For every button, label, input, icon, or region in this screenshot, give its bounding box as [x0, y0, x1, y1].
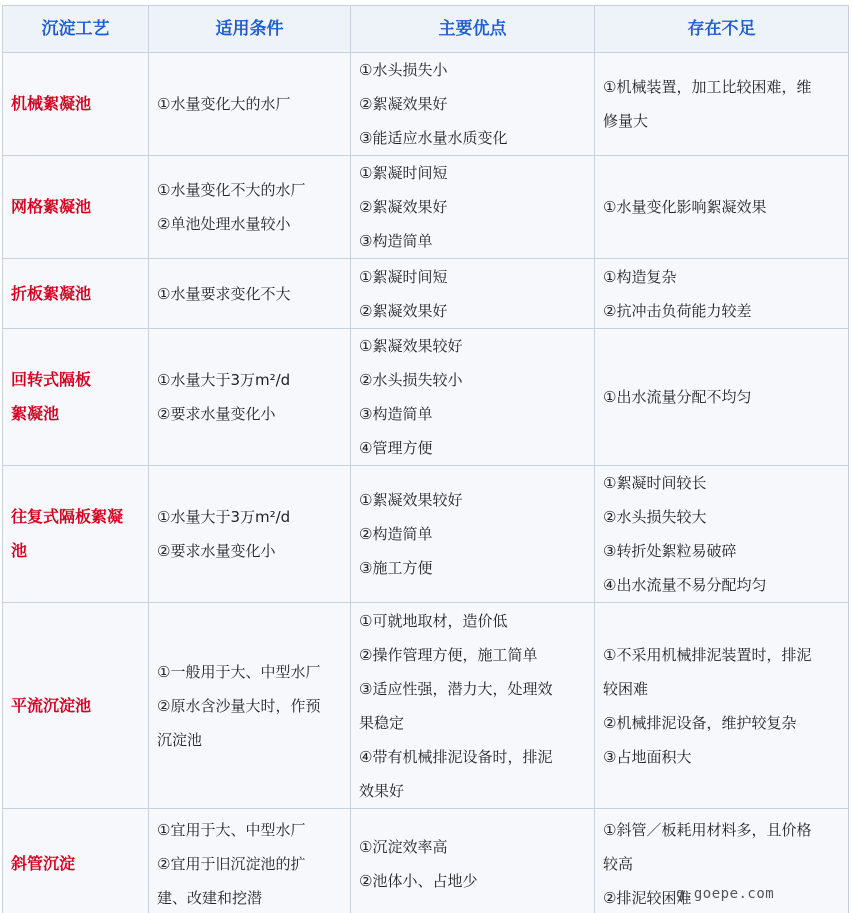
cell-line: ②构造简单: [359, 525, 433, 543]
cell-line: ②水头损失较大: [603, 508, 707, 526]
cell-line: 往复式隔板絮凝: [11, 507, 124, 526]
cell-line: ①水量要求变化不大: [157, 284, 291, 303]
cell-line: ①絮凝时间短: [359, 164, 448, 182]
cell-line: ①水量大于3万m²/d: [157, 371, 291, 389]
conditions-cell: [149, 809, 351, 913]
cell-line: ④带有机械排泥设备时，排泥: [359, 747, 553, 766]
header-conditions: 适用条件: [149, 6, 351, 53]
cell-line: 平流沉淀池: [11, 695, 92, 715]
cell-line: ①水量变化影响絮凝效果: [603, 198, 767, 216]
disadvantages-cell: [595, 603, 849, 809]
cell-line: ②机械排泥设备，维护较复杂: [603, 713, 797, 732]
cell-line: ①一般用于大、中型水厂: [157, 662, 321, 681]
table-row: [3, 466, 849, 603]
advantages-cell: [351, 329, 595, 466]
cell-line: ①可就地取材，造价低: [359, 611, 508, 630]
cell-line: 较困难: [603, 679, 649, 698]
cell-line: ②宜用于旧沉淀池的扩: [157, 854, 306, 873]
cell-line: ①水头损失小: [359, 61, 448, 79]
conditions-cell: [149, 603, 351, 809]
cell-line: 果稳定: [359, 713, 405, 732]
conditions-cell: [149, 156, 351, 259]
advantages-cell: [351, 156, 595, 259]
cell-line: ①出水流量分配不均匀: [603, 388, 752, 406]
cell-line: ②絮凝效果好: [359, 301, 448, 320]
advantages-cell: [351, 259, 595, 329]
cell-line: ②单池处理水量较小: [157, 215, 291, 233]
cell-line: ②要求水量变化小: [157, 405, 276, 423]
conditions-cell: [149, 466, 351, 603]
cell-line: ③构造简单: [359, 405, 433, 423]
table-row: [3, 156, 849, 259]
header-disadvantages: 存在不足: [595, 6, 849, 53]
cell-line: ②操作管理方便，施工简单: [359, 645, 538, 664]
cell-line: ③施工方便: [359, 559, 433, 577]
process-name-cell: [3, 259, 149, 329]
cell-line: ②池体小、占地少: [359, 871, 478, 890]
watermark-text: g.goepe.com: [676, 886, 775, 902]
cell-line: ②抗冲击负荷能力较差: [603, 301, 752, 320]
cell-line: ④出水流量不易分配均匀: [603, 576, 767, 594]
disadvantages-cell: [595, 329, 849, 466]
cell-line: ①絮凝时间较长: [603, 474, 707, 492]
advantages-cell: [351, 466, 595, 603]
cell-line: ③转折处絮粒易破碎: [603, 542, 737, 560]
cell-line: 斜管沉淀: [11, 853, 76, 873]
table-row: [3, 329, 849, 466]
advantages-cell: [351, 603, 595, 809]
cell-line: 修量大: [603, 112, 649, 130]
process-name-cell: [3, 329, 149, 466]
cell-line: ③占地面积大: [603, 747, 692, 766]
table-header-row: [3, 6, 849, 53]
cell-line: 回转式隔板: [11, 370, 92, 389]
cell-line: ③能适应水量水质变化: [359, 129, 508, 147]
disadvantages-cell: [595, 259, 849, 329]
cell-line: ①机械装置，加工比较困难，维: [603, 78, 812, 96]
process-name-cell: [3, 809, 149, 913]
process-name-cell: [3, 156, 149, 259]
cell-line: ①宜用于大、中型水厂: [157, 820, 306, 839]
cell-line: 絮凝池: [11, 404, 60, 423]
cell-line: ①絮凝效果较好: [359, 491, 463, 509]
cell-line: ②要求水量变化小: [157, 542, 276, 560]
disadvantages-cell: [595, 156, 849, 259]
disadvantages-cell: [595, 53, 849, 156]
advantages-cell: [351, 53, 595, 156]
cell-line: 建、改建和挖潜: [157, 888, 263, 907]
cell-line: 池: [11, 541, 28, 560]
cell-line: ③构造简单: [359, 232, 433, 250]
conditions-cell: [149, 53, 351, 156]
cell-line: ②絮凝效果好: [359, 95, 448, 113]
cell-line: 沉淀池: [157, 730, 203, 749]
cell-line: ①沉淀效率高: [359, 837, 448, 856]
cell-line: ①构造复杂: [603, 267, 677, 286]
conditions-cell: [149, 259, 351, 329]
cell-line: ①斜管／板耗用材料多，且价格: [603, 820, 812, 839]
cell-line: ①水量大于3万m²/d: [157, 508, 291, 526]
disadvantages-cell: [595, 466, 849, 603]
cell-line: ③适应性强，潜力大，处理效: [359, 679, 553, 698]
cell-line: ①不采用机械排泥装置时，排泥: [603, 645, 812, 664]
table-row: [3, 603, 849, 809]
conditions-cell: [149, 329, 351, 466]
cell-line: ①絮凝效果较好: [359, 337, 463, 355]
cell-line: ①水量变化大的水厂: [157, 95, 291, 113]
table-row: [3, 53, 849, 156]
cell-line: 网格絮凝池: [11, 197, 92, 216]
header-advantages: 主要优点: [351, 6, 595, 53]
cell-line: 折板絮凝池: [11, 283, 92, 303]
cell-line: ②水头损失较小: [359, 371, 463, 389]
cell-line: ①絮凝时间短: [359, 267, 448, 286]
process-name-cell: [3, 53, 149, 156]
cell-line: ②原水含沙量大时，作预: [157, 696, 321, 715]
cell-line: ①水量变化不大的水厂: [157, 181, 306, 199]
cell-line: 效果好: [359, 781, 405, 800]
cell-line: ④管理方便: [359, 439, 433, 457]
cell-line: ②絮凝效果好: [359, 198, 448, 216]
cell-line: 机械絮凝池: [11, 94, 92, 113]
advantages-cell: [351, 809, 595, 913]
cell-line: ②排泥较困难: [603, 888, 692, 907]
process-name-cell: [3, 603, 149, 809]
table-row: [3, 259, 849, 329]
process-name-cell: [3, 466, 149, 603]
header-process: 沉淀工艺: [3, 6, 149, 53]
sedimentation-process-table: [2, 5, 849, 913]
cell-line: 较高: [603, 854, 634, 873]
